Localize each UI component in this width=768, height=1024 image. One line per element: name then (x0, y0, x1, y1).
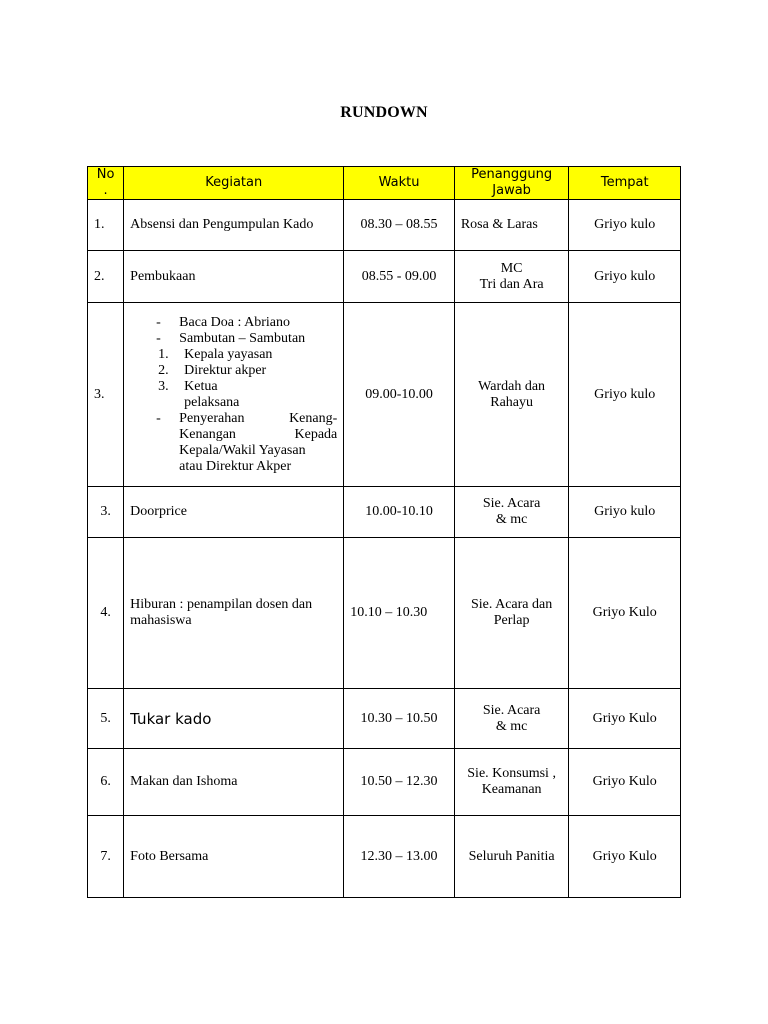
cell-penanggung-jawab: Seluruh Panitia (454, 816, 569, 898)
cell-penanggung-jawab: Sie. Acara & mc (454, 689, 569, 749)
cell-no: 1. (88, 200, 124, 251)
cell-penanggung-jawab: Sie. Konsumsi , Keamanan (454, 749, 569, 816)
cell-waktu: 09.00-10.00 (344, 303, 455, 487)
cell-kegiatan: Hiburan : penampilan dosen dan mahasiswa (124, 538, 344, 689)
sub-list-item (130, 379, 337, 411)
list-item-text-justified: Penyerahan Kenang-Kenangan Kepada Kepala/Wakil Yayasan (179, 410, 338, 458)
cell-waktu: 12.30 – 13.00 (344, 816, 455, 898)
cell-kegiatan: Foto Bersama (124, 816, 344, 898)
dash-bullet-icon: - (156, 330, 161, 346)
cell-waktu: 10.10 – 10.30 (344, 538, 455, 689)
header-waktu: Waktu (344, 167, 455, 200)
list-item (130, 411, 337, 475)
sub-list (130, 347, 337, 411)
activity-list (130, 315, 337, 347)
dash-bullet-icon: - (156, 410, 161, 426)
cell-penanggung-jawab: Rosa & Laras (454, 200, 569, 251)
sub-list-text: Kepala yayasan (184, 346, 273, 362)
table-row (88, 689, 681, 749)
list-item-text: Sambutan – Sambutan (179, 330, 306, 346)
table-row (88, 538, 681, 689)
sub-list-number: 3. (158, 378, 169, 394)
cell-no: 6. (88, 749, 124, 816)
header-tempat: Tempat (569, 167, 681, 200)
table-row (88, 303, 681, 487)
sub-list-item (130, 347, 337, 363)
cell-penanggung-jawab: MC Tri dan Ara (454, 251, 569, 303)
cell-no: 7. (88, 816, 124, 898)
cell-kegiatan: Doorprice (124, 487, 344, 538)
header-penanggung-jawab: Penanggung Jawab (454, 167, 569, 200)
cell-penanggung-jawab: Sie. Acara & mc (454, 487, 569, 538)
list-item (130, 315, 337, 331)
cell-no: 2. (88, 251, 124, 303)
cell-no: 5. (88, 689, 124, 749)
cell-kegiatan-list (124, 303, 344, 487)
cell-kegiatan: Makan dan Ishoma (124, 749, 344, 816)
page-title: RUNDOWN (340, 104, 428, 121)
table-row (88, 487, 681, 538)
cell-kegiatan: Pembukaan (124, 251, 344, 303)
sub-list-number: 1. (158, 346, 169, 362)
cell-tempat: Griyo Kulo (569, 749, 681, 816)
cell-tempat: Griyo Kulo (569, 538, 681, 689)
table-header-row (88, 167, 681, 200)
cell-waktu: 10.50 – 12.30 (344, 749, 455, 816)
table-row (88, 749, 681, 816)
header-no: No . (88, 167, 124, 200)
list-item-text: Baca Doa : Abriano (179, 314, 290, 330)
list-item (130, 331, 337, 347)
cell-tempat: Griyo kulo (569, 251, 681, 303)
cell-no: 3. (88, 487, 124, 538)
dash-bullet-icon: - (156, 314, 161, 330)
cell-tempat: Griyo Kulo (569, 689, 681, 749)
activity-list (130, 411, 337, 475)
cell-tempat: Griyo kulo (569, 303, 681, 487)
list-item-text-last: atau Direktur Akper (179, 458, 292, 474)
cell-penanggung-jawab: Wardah dan Rahayu (454, 303, 569, 487)
cell-waktu: 08.55 - 09.00 (344, 251, 455, 303)
sub-list-number: 2. (158, 362, 169, 378)
sub-list-item (130, 363, 337, 379)
cell-waktu: 08.30 – 08.55 (344, 200, 455, 251)
cell-tempat: Griyo kulo (569, 200, 681, 251)
cell-kegiatan: Absensi dan Pengumpulan Kado (124, 200, 344, 251)
cell-waktu: 10.00-10.10 (344, 487, 455, 538)
cell-waktu: 10.30 – 10.50 (344, 689, 455, 749)
sub-list-text: Direktur akper (184, 362, 267, 378)
cell-kegiatan: Tukar kado (124, 689, 344, 749)
table-row (88, 200, 681, 251)
table-row (88, 251, 681, 303)
cell-tempat: Griyo Kulo (569, 816, 681, 898)
table-row (88, 816, 681, 898)
cell-tempat: Griyo kulo (569, 487, 681, 538)
cell-no: 4. (88, 538, 124, 689)
cell-penanggung-jawab: Sie. Acara dan Perlap (454, 538, 569, 689)
rundown-table (87, 166, 681, 898)
cell-no: 3. (88, 303, 124, 487)
header-kegiatan: Kegiatan (124, 167, 344, 200)
sub-list-text: Ketua pelaksana (184, 378, 240, 410)
